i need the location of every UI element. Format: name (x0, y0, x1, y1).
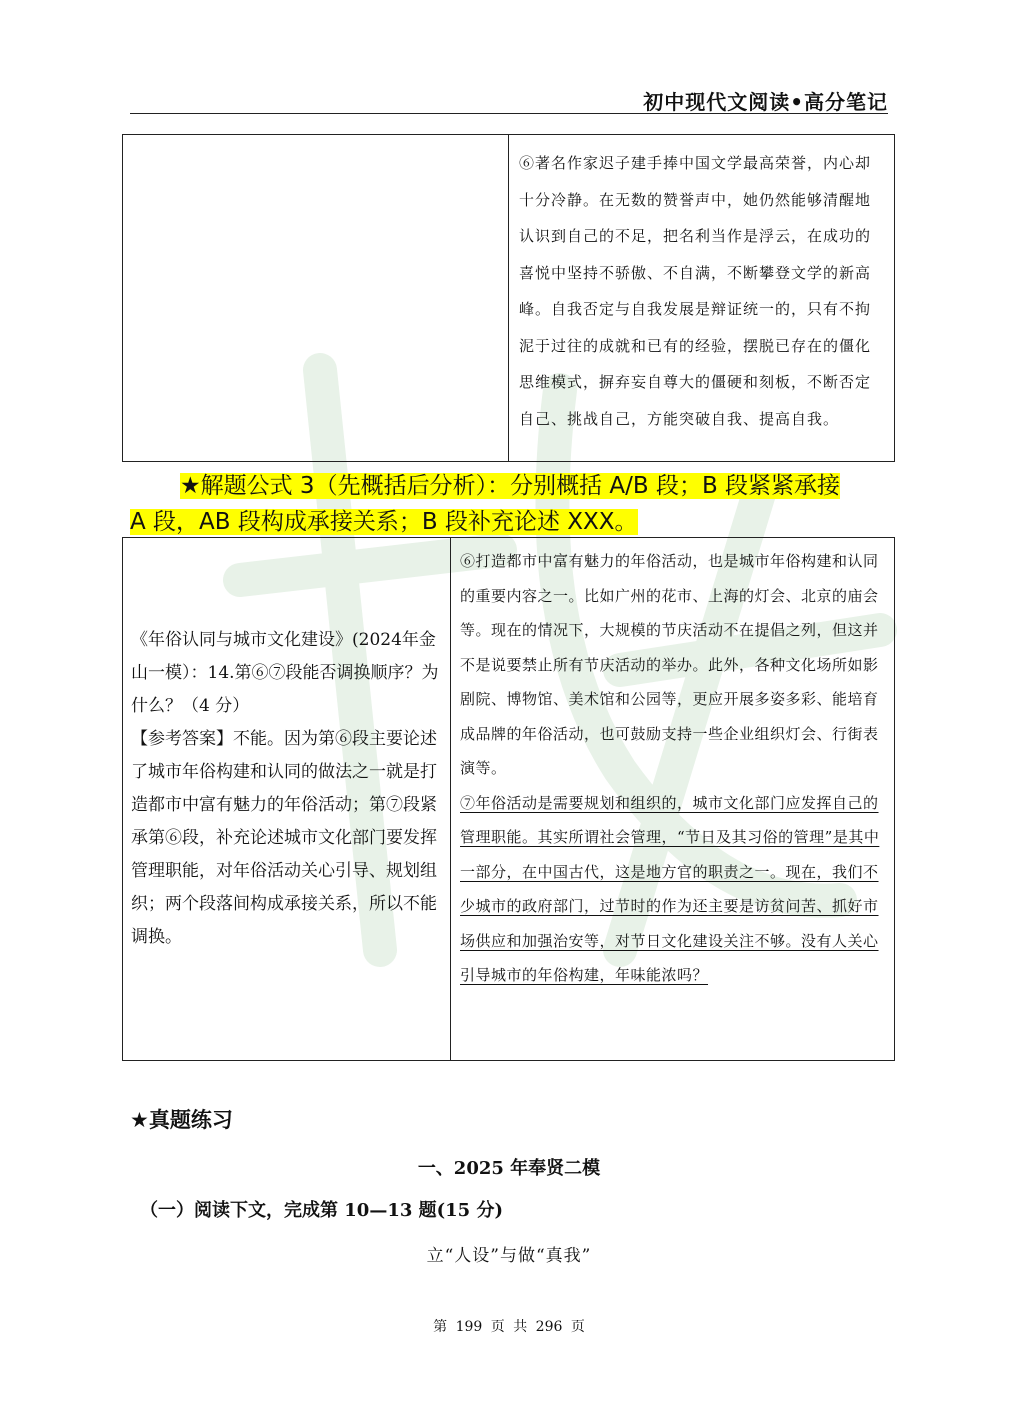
table2-right-cell (451, 538, 894, 1060)
table1-left-cell (123, 135, 509, 461)
formula-line-2: A 段，AB 段构成承接关系；B 段补充论述 XXX。 (130, 509, 638, 535)
exam-title: 一、2025 年奉贤二模 (417, 1158, 601, 1179)
table-example-2 (122, 537, 895, 1061)
table2-left-cell (123, 538, 451, 1060)
question-text: 《年俗认同与城市文化建设》(2024年金山一模）：14.第⑥⑦段能否调换顺序？为什么？（4 分） (131, 630, 439, 716)
table-example-1 (122, 134, 895, 462)
formula-highlight (130, 468, 890, 540)
header-title: 初中现代文阅读•高分笔记 (643, 90, 888, 114)
answer-label: 【参考答案】 (131, 729, 233, 749)
article-title: 立“人设”与做“真我” (426, 1246, 592, 1266)
formula-line-1: ★解题公式 3（先概括后分析）：分别概括 A/B 段；B 段紧紧承接 (180, 473, 841, 499)
header-divider (130, 113, 888, 114)
question-intro: （一）阅读下文，完成第 10—13 题(15 分) (140, 1200, 503, 1221)
answer-text: 不能。因为第⑥段主要论述了城市年俗构建和认同的做法之一就是打造都市中富有魅力的年俗活动；第⑦段紧承第⑥段，补充论述城市文化部门要发挥管理职能，对年俗活动关心引导、规划组织；两个段落间构成承接关系，所以不能调换。 (131, 729, 437, 947)
page-number: 第 199 页 共 296 页 (433, 1319, 585, 1335)
paragraph-6: ⑥打造都市中富有魅力的年俗活动，也是城市年俗构建和认同的重要内容之一。比如广州的花市、上海的灯会、北京的庙会等。现在的情况下，大规模的节庆活动不在提倡之列，但这并不是说要禁止所有节庆活动的举办。此外，各种文化场所如影剧院、博物馆、美术馆和公园等，更应开展多姿多彩、能培育成品牌的年俗活动，也可鼓励支持一些企业组织灯会、行街表演等。 (460, 552, 879, 777)
table1-right-cell: ⑥著名作家迟子建手捧中国文学最高荣誉，内心却十分冷静。在无数的赞誉声中，她仍然能够清醒地认识到自己的不足，把名利当作是浮云，在成功的喜悦中坚持不骄傲、不自满，不断攀登文学的新高峰。自我否定与自我发展是辩证统一的，只有不拘泥于过往的成就和已有的经验，摆脱已存在的僵化思维模式，摒弃妄自尊大的僵硬和刻板，不断否定自己、挑战自己，方能突破自我、提高自我。 (519, 154, 872, 428)
section-heading: ★真题练习 (130, 1108, 233, 1132)
paragraph-7: ⑦年俗活动是需要规划和组织的，城市文化部门应发挥自己的管理职能。其实所谓社会管理，“节日及其习俗的管理”是其中一部分，在中国古代，这是地方官的职责之一。现在，我们不少城市的政府部门，过节时的作为还主要是访贫问苦、抓好市场供应和加强治安等，对节日文化建设关注不够。没有人关心引导城市的年俗构建，年味能浓吗？ (460, 793, 880, 984)
